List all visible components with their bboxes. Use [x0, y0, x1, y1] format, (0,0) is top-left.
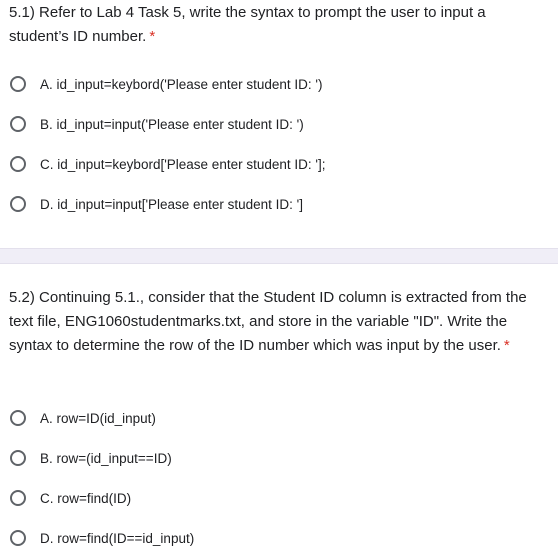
option-label: A. row=ID(id_input)	[40, 410, 156, 426]
option-d[interactable]	[10, 526, 194, 550]
radio-button[interactable]	[10, 156, 26, 172]
radio-button[interactable]	[10, 490, 26, 506]
question-card-5-2	[0, 264, 558, 558]
required-asterisk: *	[503, 337, 510, 354]
option-label: D. id_input=input['Please enter student ID: ']	[40, 196, 303, 212]
option-label: C. id_input=keybord['Please enter student ID: '];	[40, 156, 326, 172]
radio-button[interactable]	[10, 530, 26, 546]
required-asterisk: *	[149, 28, 156, 45]
option-label: C. row=find(ID)	[40, 490, 132, 506]
option-d[interactable]	[10, 192, 303, 216]
radio-button[interactable]	[10, 450, 26, 466]
option-c[interactable]	[10, 152, 325, 176]
question-text: 5.1) Refer to Lab 4 Task 5, write the syntax to prompt the user to input a student’s ID number.	[9, 4, 486, 45]
option-a[interactable]	[10, 406, 156, 430]
option-b[interactable]	[10, 112, 304, 136]
question-card-5-1	[0, 0, 558, 248]
option-a[interactable]	[10, 72, 322, 96]
section-divider	[0, 248, 558, 264]
radio-button[interactable]	[10, 410, 26, 426]
radio-button[interactable]	[10, 76, 26, 92]
question-title	[9, 1, 539, 49]
radio-button[interactable]	[10, 196, 26, 212]
option-c[interactable]	[10, 486, 131, 510]
option-b[interactable]	[10, 446, 172, 470]
question-title	[9, 286, 554, 358]
option-label: D. row=find(ID==id_input)	[40, 530, 195, 546]
option-label: B. id_input=input('Please enter student ID: ')	[40, 116, 304, 132]
option-label: B. row=(id_input==ID)	[40, 450, 172, 466]
radio-button[interactable]	[10, 116, 26, 132]
option-label: A. id_input=keybord('Please enter student ID: ')	[40, 76, 323, 92]
question-text: 5.2) Continuing 5.1., consider that the Student ID column is extracted from the text file, ENG1060studentmarks.txt, and store in the variable "ID". Write the syntax to determine the row of the ID number which was input by the user.	[9, 289, 527, 354]
